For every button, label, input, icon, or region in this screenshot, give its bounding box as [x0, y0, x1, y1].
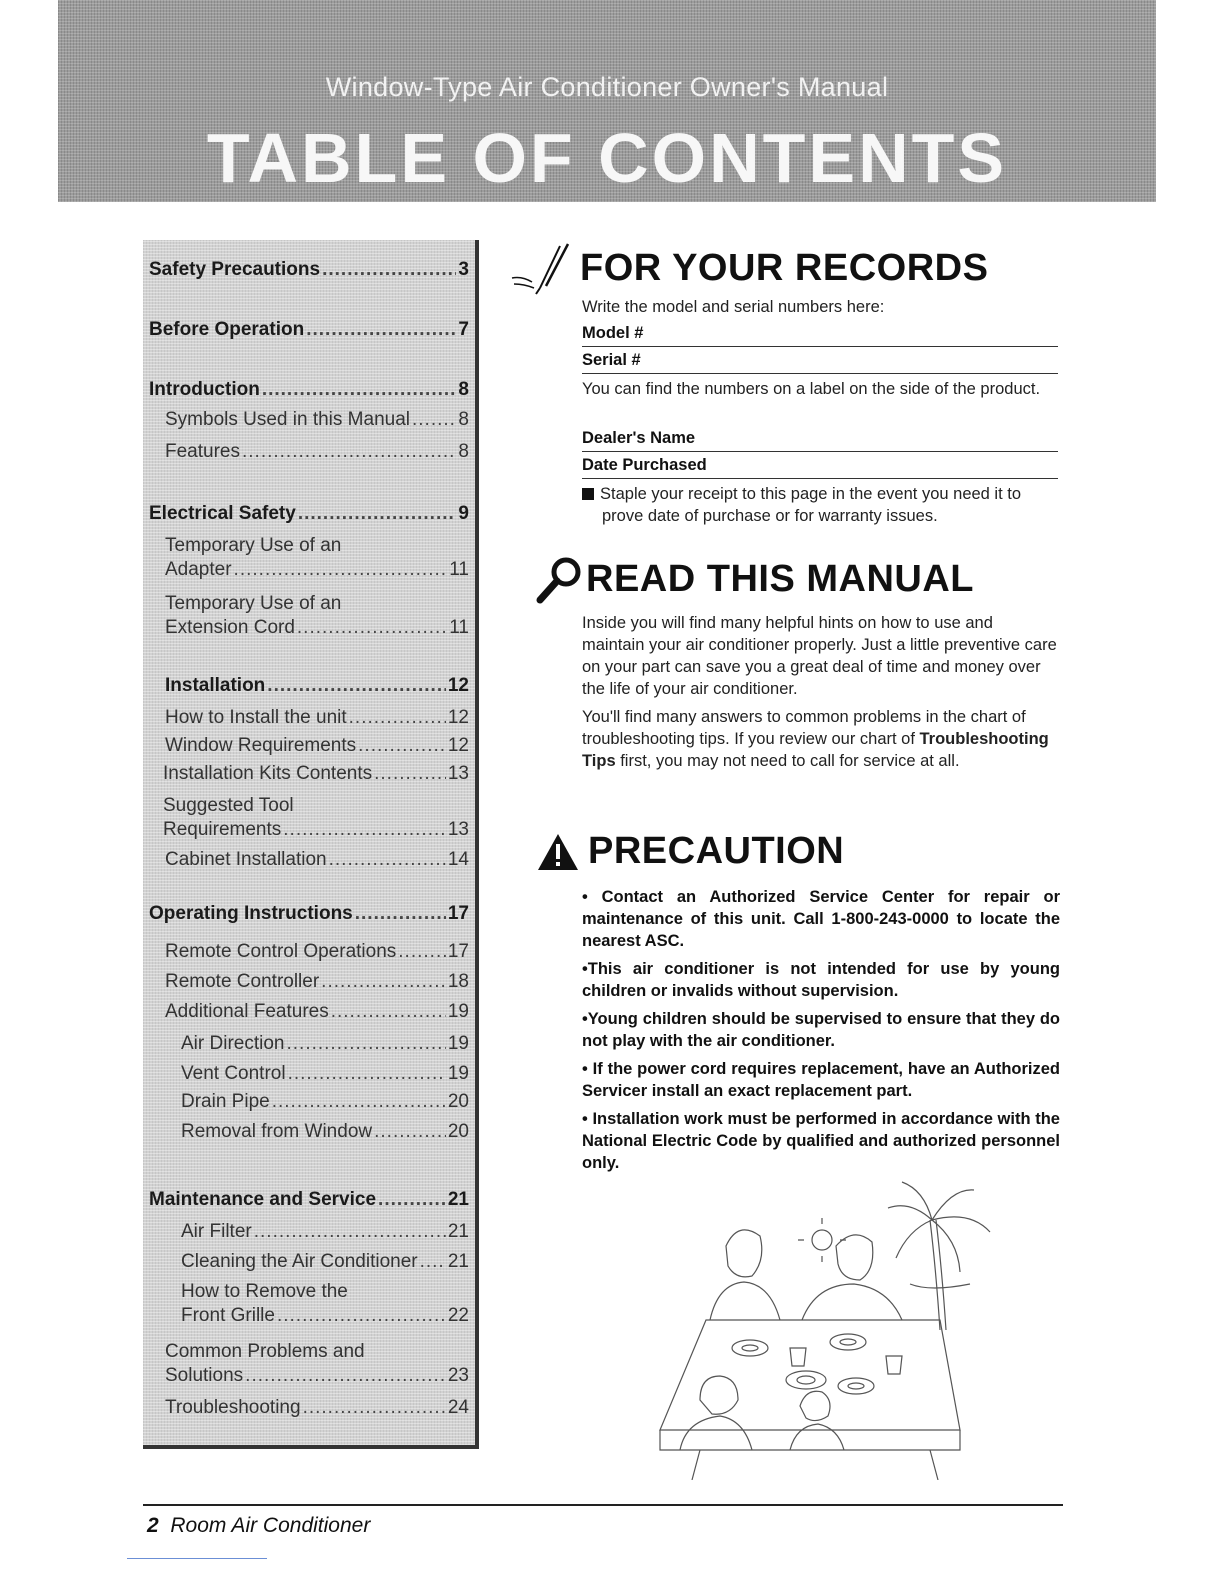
toc-leader-dots	[349, 706, 446, 730]
toc-page-number: 13	[447, 763, 469, 784]
toc-leader-dots	[234, 558, 448, 582]
toc-entry-label: Extension Cord	[165, 617, 295, 638]
toc-page-number: 12	[447, 675, 469, 696]
toc-entry-label: Drain Pipe	[181, 1091, 270, 1112]
toc-leader-dots	[329, 848, 446, 872]
toc-entry	[165, 440, 469, 464]
toc-entry-line1: Temporary Use of an	[165, 535, 342, 556]
toc-leader-dots	[374, 762, 446, 786]
toc-page-number: 18	[447, 971, 469, 992]
precaution-item: • Installation work must be performed in accordance with the National Electric Code by qualified and authorized personnel only.	[582, 1110, 1060, 1172]
toc-entry-label: Window Requirements	[165, 735, 357, 756]
toc-leader-dots	[398, 940, 446, 964]
toc-leader-dots	[297, 616, 447, 640]
toc-entry-line1: Suggested Tool	[163, 795, 294, 816]
manual-p2-a: You'll find many answers to common problems in the chart of troubleshooting tips. If you review our chart of	[582, 708, 1026, 748]
toc-leader-dots	[242, 440, 456, 464]
toc-page-number: 8	[458, 441, 469, 462]
serial-field: Serial #	[582, 349, 1058, 374]
toc-leader-dots	[303, 1396, 446, 1420]
toc-entry-label: Adapter	[165, 559, 232, 580]
page-footer	[147, 1514, 370, 1538]
toc-page-number: 8	[458, 409, 469, 430]
toc-page-number: 17	[447, 941, 469, 962]
toc-entry	[163, 762, 469, 786]
toc-section-entry	[149, 318, 469, 342]
toc-page-number: 20	[447, 1091, 469, 1112]
troubleshooting-tips-emphasis: Troubleshooting Tips	[582, 730, 1049, 770]
toc-entry-label: Electrical Safety	[149, 503, 296, 524]
toc-entry	[165, 734, 469, 758]
warning-icon	[536, 832, 580, 872]
toc-page-number: 19	[447, 1033, 469, 1054]
toc-leader-dots	[378, 1188, 446, 1212]
toc-entry	[181, 1032, 469, 1056]
page-number: 2	[147, 1514, 159, 1537]
toc-entry-label: Solutions	[165, 1365, 244, 1386]
toc-entry-label: Installation Kits Contents	[163, 763, 373, 784]
toc-entry	[165, 848, 469, 872]
page-title: TABLE OF CONTENTS	[206, 119, 1008, 197]
records-find-text: You can find the numbers on a label on the side of the product.	[582, 380, 1041, 398]
toc-page-number: 17	[447, 903, 469, 924]
toc-entry-line1: Temporary Use of an	[165, 593, 342, 614]
toc-page-number: 12	[447, 735, 469, 756]
toc-leader-dots	[288, 1062, 446, 1086]
toc-entry	[181, 1120, 469, 1144]
toc-entry	[165, 970, 469, 994]
toc-entry-label: Troubleshooting	[165, 1397, 301, 1418]
toc-entry	[165, 1000, 469, 1024]
toc-entry	[165, 940, 469, 964]
manual-heading	[536, 554, 974, 604]
precaution-item: •Young children should be supervised to ensure that they do not play with the air conditioner.	[582, 1010, 1060, 1050]
toc-entry	[181, 1304, 469, 1328]
toc-entry	[181, 1090, 469, 1114]
toc-section-entry	[149, 378, 469, 402]
toc-entry-label: Features	[165, 441, 240, 462]
toc-leader-dots	[321, 970, 446, 994]
records-title: FOR YOUR RECORDS	[580, 246, 989, 289]
toc-entry-label: Air Direction	[181, 1033, 285, 1054]
manual-title: READ THIS MANUAL	[586, 557, 974, 600]
precaution-item: •This air conditioner is not intended for use by young children or invalids without supervision.	[582, 960, 1060, 1000]
toc-page-number: 14	[447, 849, 469, 870]
toc-page-number: 21	[447, 1189, 469, 1210]
toc-page-number: 7	[458, 319, 469, 340]
toc-entry-label: Installation	[165, 675, 266, 696]
toc-leader-dots	[277, 1304, 446, 1328]
manual-paragraph-1: Inside you will find many helpful hints on how to use and maintain your air conditioner properly. Just a little preventive care on your part can save you a great deal of time and money over the life of your air conditioner.	[582, 614, 1057, 698]
toc-leader-dots	[245, 1364, 446, 1388]
toc-section-entry	[165, 674, 469, 698]
staple-text: Staple your receipt to this page in the event you need it to prove date of purchase or for warranty issues.	[600, 485, 1022, 525]
manual-p2-b: first, you may not need to call for service at all.	[615, 752, 960, 770]
toc-entry-label: Cleaning the Air Conditioner	[181, 1251, 418, 1272]
records-heading	[510, 240, 988, 296]
footer-rule	[143, 1504, 1063, 1506]
toc-page-number: 21	[447, 1251, 469, 1272]
toc-leader-dots	[412, 408, 456, 432]
toc-entry	[165, 408, 469, 432]
toc-entry-label: Removal from Window	[181, 1121, 373, 1142]
toc-entry-label: Cabinet Installation	[165, 849, 327, 870]
toc-entry-label: Before Operation	[149, 319, 305, 340]
toc-leader-dots	[322, 258, 456, 282]
magnifier-icon	[536, 554, 584, 604]
toc-entry-label: Operating Instructions	[149, 903, 353, 924]
toc-leader-dots	[267, 674, 446, 698]
table-of-contents	[143, 240, 479, 1449]
toc-entry-label: Requirements	[163, 819, 282, 840]
toc-page-number: 24	[447, 1397, 469, 1418]
toc-entry	[165, 558, 469, 582]
toc-page-number: 19	[447, 1063, 469, 1084]
toc-leader-dots	[358, 734, 446, 758]
toc-entry-label: Introduction	[149, 379, 260, 400]
header-banner	[58, 0, 1156, 202]
toc-page-number: 11	[449, 617, 469, 638]
toc-page-number: 19	[447, 1001, 469, 1022]
precaution-title: PRECAUTION	[588, 830, 845, 872]
toc-leader-dots	[272, 1090, 446, 1114]
toc-entry	[181, 1062, 469, 1086]
toc-section-entry	[149, 258, 469, 282]
toc-page-number: 11	[449, 559, 469, 580]
toc-section-entry	[149, 902, 469, 926]
toc-section-entry	[149, 502, 469, 526]
toc-page-number: 8	[458, 379, 469, 400]
footer-title: Room Air Conditioner	[170, 1514, 371, 1537]
toc-entry-label: Remote Control Operations	[165, 941, 397, 962]
precaution-heading	[536, 830, 844, 873]
records-intro: Write the model and serial numbers here:	[582, 298, 885, 316]
toc-page-number: 13	[447, 819, 469, 840]
toc-entry-label: Air Filter	[181, 1221, 252, 1242]
toc-page-number: 22	[447, 1305, 469, 1326]
manual-paragraph-2	[582, 706, 1058, 772]
toc-page-number: 23	[447, 1365, 469, 1386]
toc-leader-dots	[420, 1250, 446, 1274]
toc-leader-dots	[306, 318, 456, 342]
toc-entry	[181, 1250, 469, 1274]
toc-entry-line1: How to Remove the	[181, 1281, 348, 1302]
toc-entry-label: Maintenance and Service	[149, 1189, 377, 1210]
toc-entry	[163, 818, 469, 842]
family-picnic-illustration	[640, 1180, 1000, 1480]
toc-entry-label: Vent Control	[181, 1063, 286, 1084]
toc-entry	[181, 1220, 469, 1244]
toc-leader-dots	[254, 1220, 446, 1244]
date-purchased-field: Date Purchased	[582, 454, 1058, 479]
toc-entry-label: Remote Controller	[165, 971, 320, 992]
toc-page-number: 21	[447, 1221, 469, 1242]
toc-entry-label: Additional Features	[165, 1001, 329, 1022]
precaution-item: • Contact an Authorized Service Center for repair or maintenance of this unit. Call 1-800-243-0000 to locate the nearest ASC.	[582, 888, 1060, 950]
toc-entry	[165, 1396, 469, 1420]
staple-note	[582, 483, 1062, 527]
precaution-item: • If the power cord requires replacement, have an Authorized Servicer install an exact replacement part.	[582, 1060, 1060, 1100]
pen-icon	[510, 240, 574, 296]
toc-entry-label: Safety Precautions	[149, 259, 321, 280]
toc-page-number: 12	[447, 707, 469, 728]
toc-section-entry	[149, 1188, 469, 1212]
toc-leader-dots	[355, 902, 446, 926]
toc-entry-label: How to Install the unit	[165, 707, 347, 728]
toc-leader-dots	[374, 1120, 446, 1144]
toc-leader-dots	[298, 502, 457, 526]
toc-leader-dots	[283, 818, 446, 842]
dealer-field: Dealer's Name	[582, 427, 1058, 452]
toc-page-number: 20	[447, 1121, 469, 1142]
square-bullet-icon	[582, 488, 594, 500]
toc-entry	[165, 706, 469, 730]
toc-leader-dots	[331, 1000, 446, 1024]
toc-entry	[165, 1364, 469, 1388]
toc-leader-dots	[286, 1032, 445, 1056]
toc-entry-label: Front Grille	[181, 1305, 275, 1326]
toc-page-number: 3	[458, 259, 469, 280]
toc-page-number: 9	[458, 503, 469, 524]
toc-entry-line1: Common Problems and	[165, 1341, 365, 1362]
manual-subtitle: Window-Type Air Conditioner Owner's Manual	[325, 72, 889, 102]
footnote-separator	[127, 1558, 267, 1559]
toc-entry-label: Symbols Used in this Manual	[165, 409, 410, 430]
toc-leader-dots	[262, 378, 457, 402]
model-field: Model #	[582, 322, 1058, 347]
toc-entry	[165, 616, 469, 640]
